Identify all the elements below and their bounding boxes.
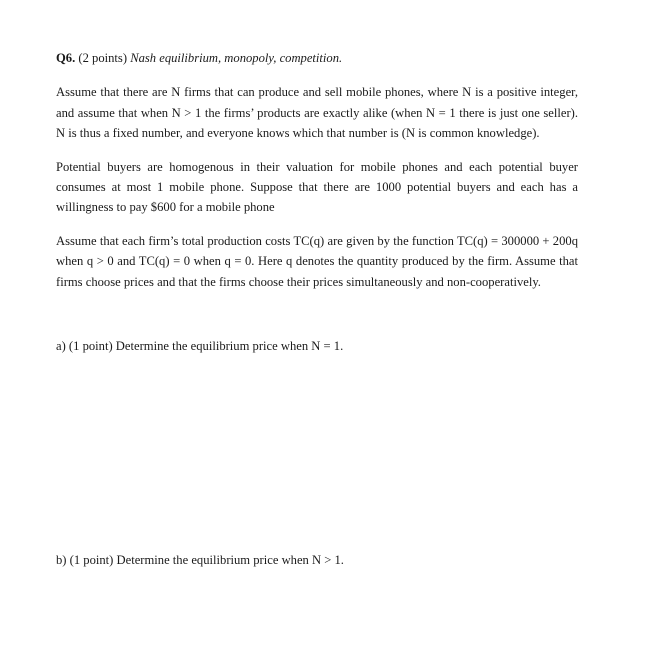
paragraph-costs: Assume that each firm’s total production costs TC(q) are given by the function TC(q) = 300000 + 200q when q > 0 and TC(q) = 0 when q = 0. Here q denotes the quantity produced by the firm. Assume that firms choose prices and that the firms choose their prices simultaneously and non-cooperatively. <box>56 233 578 289</box>
sub-question-b: b) (1 point) Determine the equilibrium price when N > 1. <box>56 553 344 567</box>
question-number: Q6. <box>56 51 76 65</box>
question-heading <box>56 48 578 68</box>
sub-question-a: a) (1 point) Determine the equilibrium price when N = 1. <box>56 339 344 353</box>
question-points: (2 points) <box>78 51 128 65</box>
question-block <box>56 48 578 567</box>
paragraph-buyers: Potential buyers are homogenous in their valuation for mobile phones and each potential buyer consumes at most 1 mobile phone. Suppose that there are 1000 potential buyers and each has a willingness to pay $600 for a mobile phone <box>56 159 578 215</box>
question-topic: Nash equilibrium, monopoly, competition. <box>130 51 343 65</box>
paragraph-firms: Assume that there are N firms that can produce and sell mobile phones, where N is a positive integer, and assume that when N > 1 the firms’ products are exactly alike (when N = 1 there is just one seller). N is thus a fixed number, and everyone knows which that number is (N is common knowledge). <box>56 85 578 141</box>
